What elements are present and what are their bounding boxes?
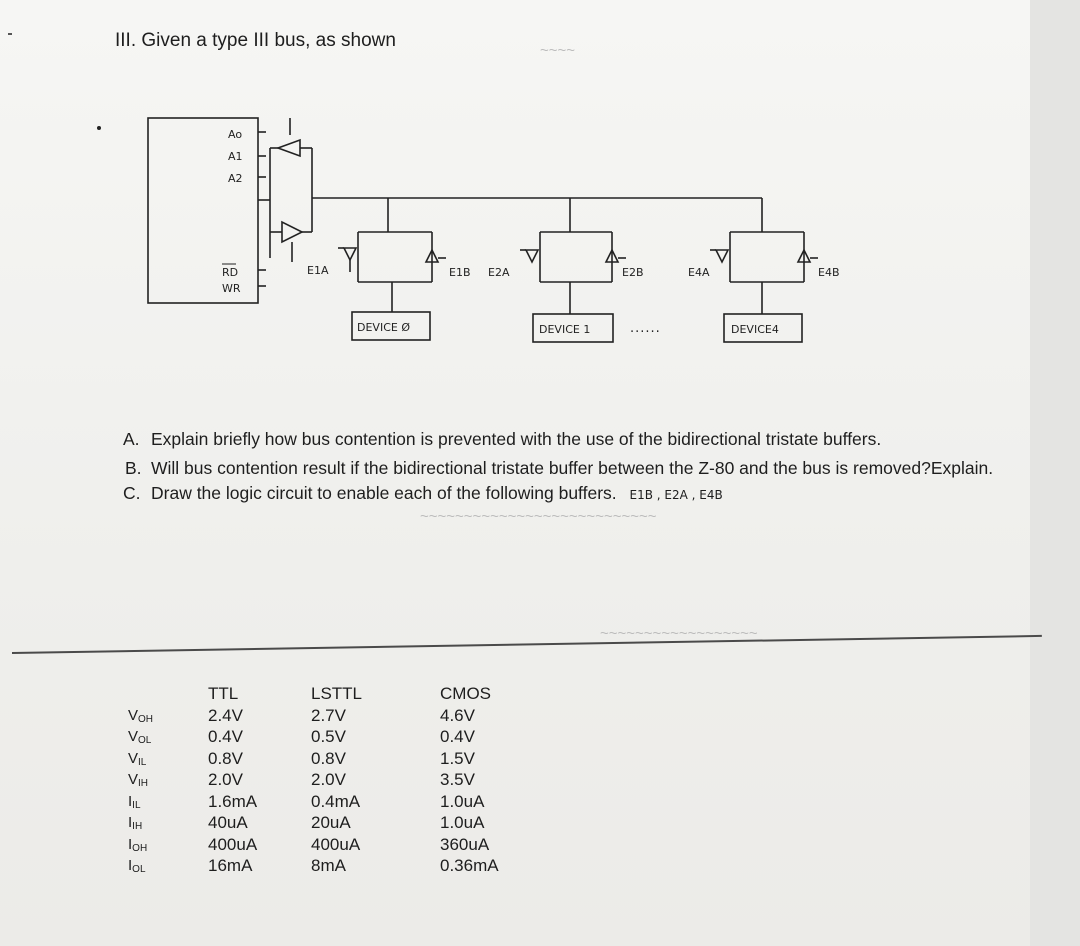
row-label-symbol: I [128,814,133,831]
row-label-subscript: IL [132,799,141,811]
part-a-text: Explain briefly how bus contention is prevented with the use of the bidirectional tristate buffers. [151,429,882,449]
part-b-label: B. [125,458,142,478]
header-lsttl: LSTTL [311,684,363,703]
table-cell: 0.36mA [440,856,499,875]
row-label-subscript: OH [132,842,148,854]
enable-label-e2b: E2B [622,266,644,279]
enable-label-e1a: E1A [307,264,329,277]
device-4-label: DEVICE4 [731,323,779,336]
cpu-block [148,118,258,303]
bleed-through-mark: ~~~~~~~~~~~~~~~~~~~~~~~~~~~ [420,508,657,525]
part-b [123,457,1003,479]
table-cell: 0.4V [440,727,475,746]
table-cell: 4.6V [440,705,475,725]
bleed-through-mark: ~~~~ [540,42,576,59]
row-label [128,855,153,877]
row-label-symbol: V [128,749,139,767]
table-cell: 0.8V [311,748,346,768]
table-cell: 1.0uA [440,813,485,832]
pin-label-a1: A1 [228,150,243,163]
table-cell: 2.4V [208,705,243,725]
lsttl-column [311,683,362,877]
table-cell: 1.6mA [208,791,258,811]
row-label [128,791,153,813]
pin-label-a2: A2 [228,172,243,185]
row-label-subscript: OL [138,735,152,746]
header-ttl: TTL [208,684,239,703]
question-parts [123,428,1003,506]
enable-label-e4a: E4A [688,266,710,279]
part-a-label: A. [123,429,140,449]
row-label [128,769,153,791]
table-cell: 0.4mA [311,791,361,811]
device-ellipsis: ...... [630,321,661,336]
row-label-subscript: IH [138,778,149,789]
row-label-subscript: OL [132,864,146,875]
table-cell: 400uA [311,834,361,854]
part-c-handwritten: E1B , E2A , E4B [629,488,723,502]
ttl-column [208,683,257,877]
row-label-subscript: IH [132,821,143,832]
row-label-symbol: I [128,835,133,853]
pin-label-a0: Ao [228,128,243,141]
enable-label-e1b: E1B [449,266,471,279]
part-a [123,428,1003,450]
row-label [128,834,153,856]
enable-label-e2a: E2A [488,266,510,279]
part-c-label: C. [123,483,141,503]
table-cell: 1.5V [440,748,475,768]
device-1-label: DEVICE 1 [539,323,591,336]
table-cell: 0.4V [208,727,243,746]
table-cell: 1.0uA [440,791,485,811]
table-cell: 360uA [440,834,490,854]
table-cell: 2.7V [311,705,346,725]
table-cell: 20uA [311,813,351,832]
header-cmos: CMOS [440,684,491,703]
row-label [128,705,153,727]
pin-label-rd: RD [222,266,239,279]
device-0-label: DEVICE Ø [357,321,410,334]
table-cell: 3.5V [440,770,475,789]
cmos-column [440,683,499,877]
table-cell: 400uA [208,834,258,854]
table-cell: 16mA [208,856,253,875]
part-c [123,482,1003,506]
table-cell: 0.5V [311,727,346,746]
table-cell: 2.0V [208,770,243,789]
bleed-through-mark: ~~~~~~~~~~~~~~~~~~ [600,625,758,642]
row-label-symbol: V [128,706,139,724]
row-label-symbol: I [128,792,133,810]
row-label [128,748,153,770]
pin-label-wr: WR [222,282,241,295]
row-label-symbol: V [128,728,139,745]
table-cell: 2.0V [311,770,346,789]
row-label-symbol: V [128,771,139,788]
row-label [128,726,153,748]
question-title: III. Given a type III bus, as shown [115,30,396,51]
row-label [128,812,153,834]
part-b-text: Will bus contention result if the bidirectional tristate buffer between the Z-80 and the bus is removed?Explain. [151,458,994,478]
row-label-subscript: IL [138,756,147,768]
part-c-text: Draw the logic circuit to enable each of the following buffers. [151,483,617,503]
table-cell: 40uA [208,813,248,832]
enable-label-e4b: E4B [818,266,840,279]
row-label-subscript: OH [138,713,154,725]
table-cell: 0.8V [208,748,243,768]
row-labels-column [128,705,153,877]
row-label-symbol: I [128,857,133,874]
table-cell: 8mA [311,856,346,875]
